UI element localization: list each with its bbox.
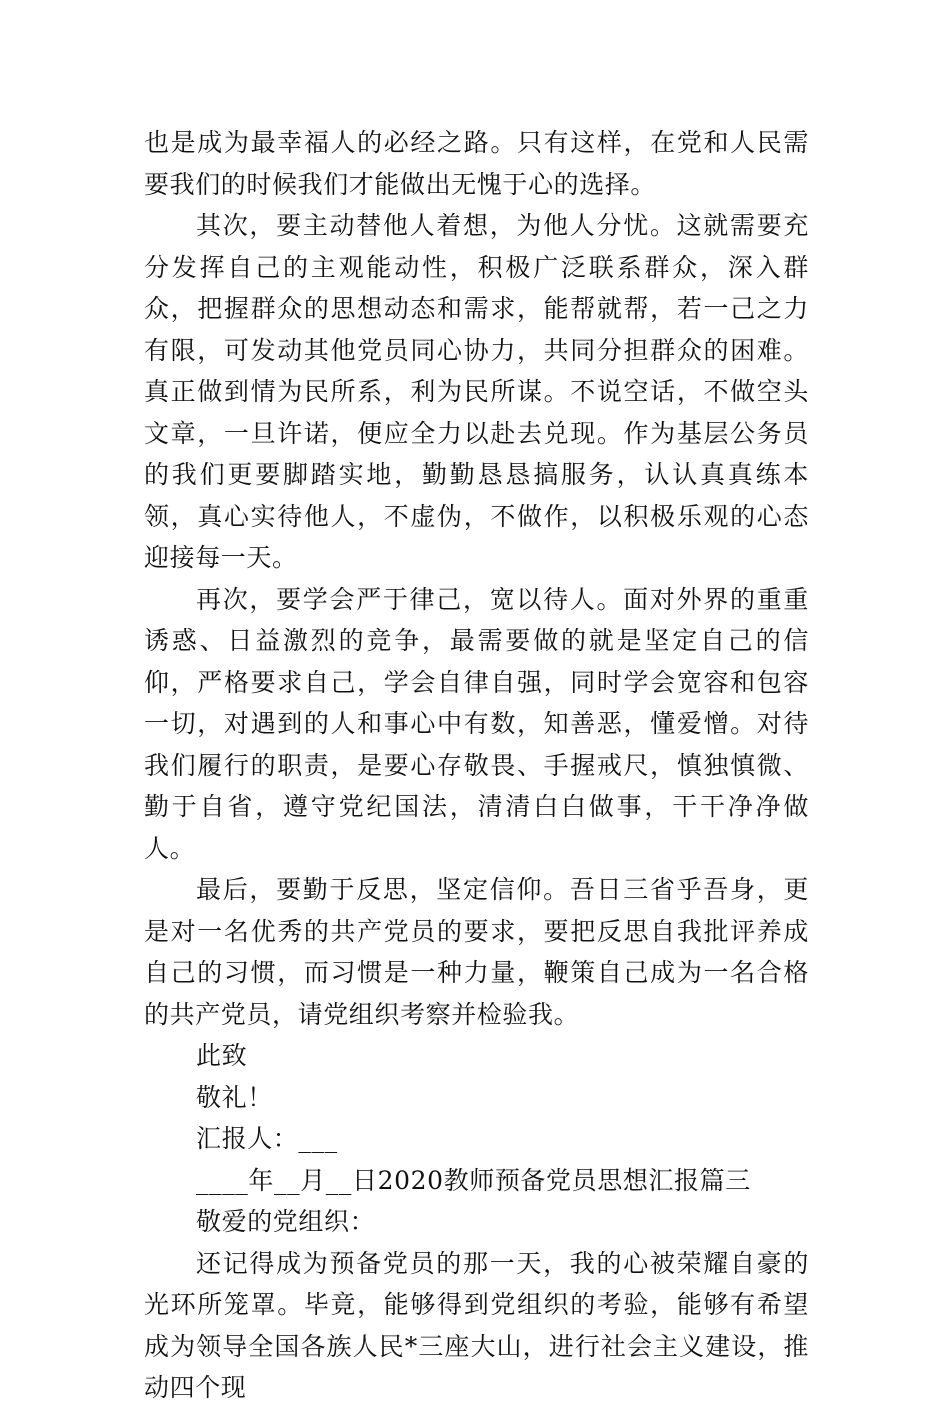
reporter-line: 汇报人：___ bbox=[196, 1124, 338, 1153]
letter-greeting: 敬爱的党组织： bbox=[196, 1207, 376, 1236]
paragraph-continued: 也是成为最幸福人的必经之路。只有这样，在党和人民需要我们的时候我们才能做出无愧于心的选择。 bbox=[144, 128, 809, 199]
date-and-title-line: ____年__月__日2020教师预备党员思想汇报篇三 bbox=[196, 1165, 751, 1195]
closing-respect: 敬礼！ bbox=[196, 1082, 273, 1112]
paragraph-secondly: 其次，要主动替他人着想，为他人分忧。这就需要充分发挥自己的主观能动性，积极广泛联系群众，深入群众，把握群众的思想动态和需求，能帮就帮，若一己之力有限，可发动其他党员同心协力，共同分担群众的困难。真正做到情为民所系，利为民所谋。不说空话，不做空头文章，一旦许诺，便应全力以赴去兑现。作为基层公务员的我们更要脚踏实地，勤勤恳恳搞服务，认认真真练本领，真心实待他人，不虚伪，不做作，以积极乐观的心态迎接每一天。 bbox=[144, 211, 809, 572]
closing-salute: 此致 bbox=[196, 1041, 248, 1070]
paragraph-thirdly: 再次，要学会严于律己，宽以待人。面对外界的重重诱惑、日益激烈的竞争，最需要做的就是坚定自己的信仰，严格要求自己，学会自律自强，同时学会宽容和包容一切，对遇到的人和事心中有数，知善恶，懂爱憎。对待我们履行的职责，是要心存敬畏、手握戒尺，慎独慎微、勤于自省，遵守党纪国法，清清白白做事，干干净净做人。 bbox=[144, 584, 809, 863]
letter-paragraph: 还记得成为预备党员的那一天，我的心被荣耀自豪的光环所笼罩。毕竟，能够得到党组织的考验，能够有希望成为领导全国各族人民*三座大山，进行社会主义建设，推动四个现 bbox=[144, 1248, 809, 1402]
paragraph-finally: 最后，要勤于反思，坚定信仰。吾日三省乎吾身，更是对一名优秀的共产党员的要求，要把反思自我批评养成自己的习惯，而习惯是一种力量，鞭策自己成为一名合格的共产党员，请党组织考察并检验我。 bbox=[144, 875, 809, 1029]
document-body bbox=[144, 122, 809, 1409]
